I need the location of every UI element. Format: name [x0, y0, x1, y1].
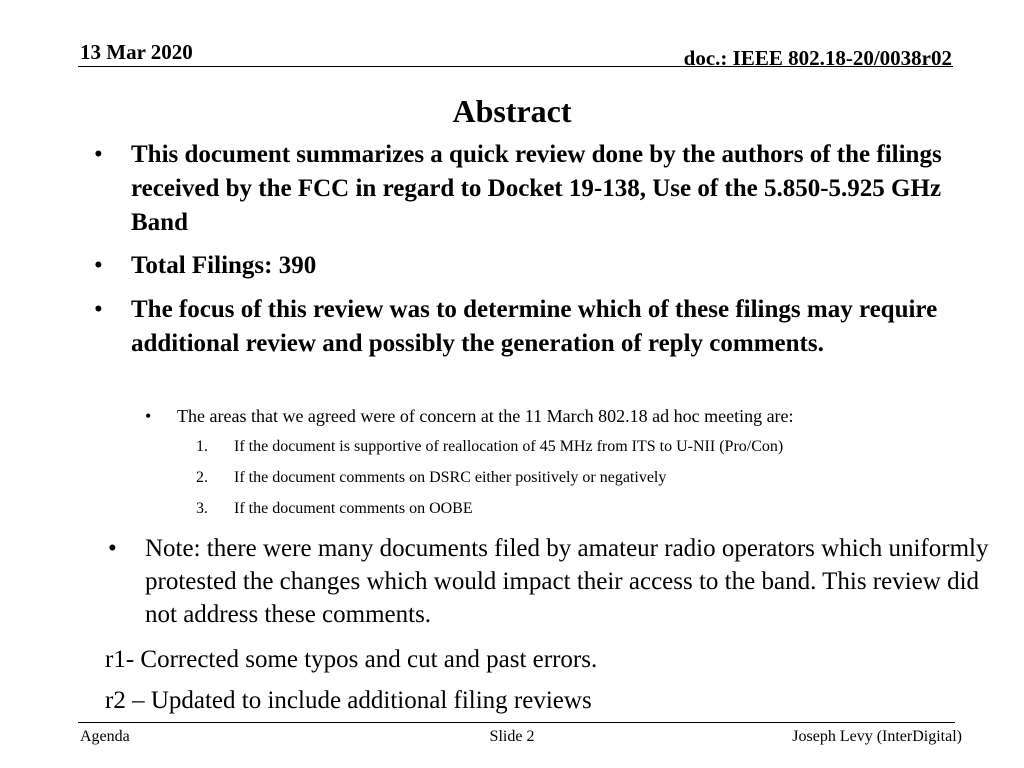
- footer-left: Agenda: [80, 728, 130, 745]
- numbered-item: [196, 467, 994, 489]
- footer-divider: [78, 722, 955, 723]
- bullet-dot: •: [94, 296, 103, 323]
- numbered-item: [196, 436, 994, 458]
- revision-line: r1- Corrected some typos and cut and past errors.: [105, 646, 598, 673]
- bullet-item: [94, 138, 991, 240]
- footer-author: Joseph Levy (InterDigital): [792, 728, 962, 745]
- sub-bullet-item: [145, 404, 997, 428]
- numbered-text: If the document comments on DSRC either positively or negatively: [234, 469, 667, 486]
- numbered-text: If the document is supportive of reallocation of 45 MHz from ITS to U-NII (Pro/Con): [234, 438, 784, 455]
- note-item: [108, 532, 995, 631]
- bullet-text: The focus of this review was to determine which of these filings may require additional review and possibly the generation of reply comments.: [131, 296, 938, 357]
- header-date: 13 Mar 2020: [80, 40, 193, 64]
- header-doc-id: doc.: IEEE 802.18-20/0038r02: [683, 46, 952, 70]
- number-label: 2.: [196, 469, 208, 486]
- bullet-item: [94, 293, 991, 361]
- bullet-text: Total Filings: 390: [131, 252, 317, 279]
- numbered-text: If the document comments on OOBE: [234, 500, 473, 517]
- number-label: 1.: [196, 438, 208, 455]
- numbered-item: [196, 498, 994, 520]
- sub-bullet-dot: •: [145, 406, 152, 426]
- footer-slide-number: Slide 2: [489, 728, 535, 745]
- slide-title: Abstract: [452, 93, 572, 129]
- bullet-item: [94, 249, 991, 283]
- number-label: 3.: [196, 500, 208, 517]
- sub-bullet-text: The areas that we agreed were of concern at the 11 March 802.18 ad hoc meeting are:: [177, 406, 794, 426]
- bullet-text: This document summarizes a quick review done by the authors of the filings received by the FCC in regard to Docket 19-138, Use of the 5.850-5.925 GHz Band: [131, 141, 942, 236]
- bullet-dot: •: [108, 535, 117, 562]
- note-text: Note: there were many documents filed by amateur radio operators which uniformly protested the changes which would impact their access to the band. This review did not address these comments.: [145, 535, 989, 628]
- bullet-dot: •: [94, 252, 103, 279]
- revision-line: r2 – Updated to include additional filing reviews: [105, 687, 592, 714]
- bullet-dot: •: [94, 141, 103, 168]
